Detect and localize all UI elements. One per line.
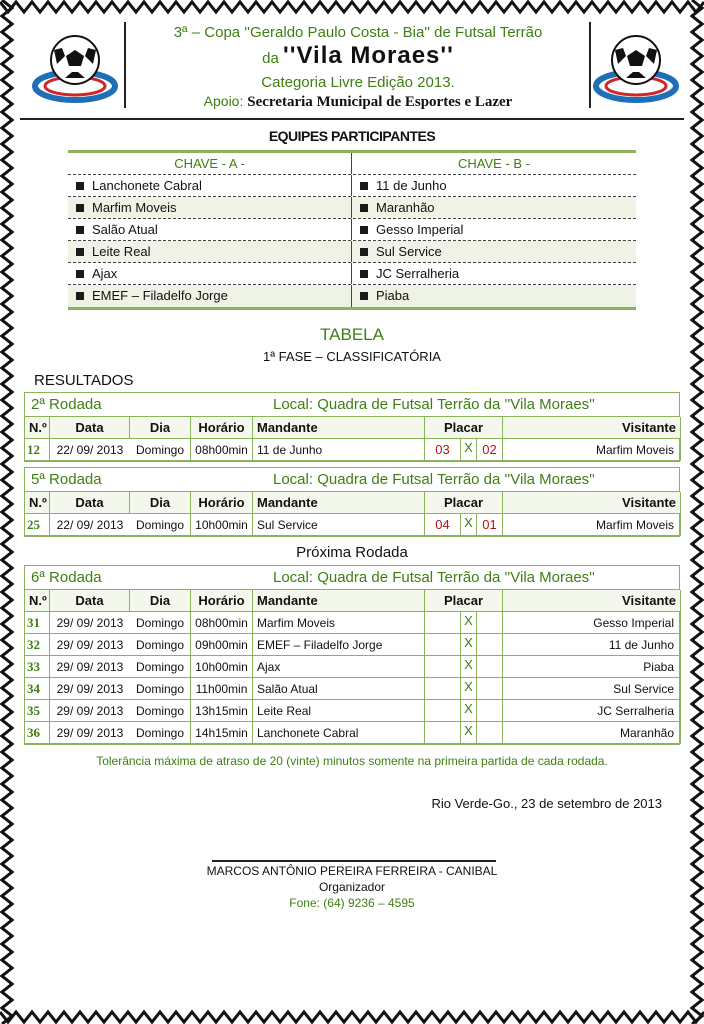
team-name: JC Serralheria <box>376 265 460 281</box>
team-name: Piaba <box>376 288 410 303</box>
col-header-day: Dia <box>130 417 191 439</box>
game-away-team: 11 de Junho <box>503 634 681 656</box>
game-home-score <box>425 700 461 722</box>
game-away-team: Piaba <box>503 656 681 678</box>
round-name: 6ª Rodada <box>31 569 102 586</box>
header-title-line1: 3ª – Copa ''Geraldo Paulo Costa - Bia'' de Futsal Terrão <box>173 24 543 41</box>
game-home-score: 04 <box>425 514 461 536</box>
group-a-team <box>68 285 352 307</box>
group-a-team <box>68 263 352 284</box>
round-header <box>25 468 679 492</box>
group-a-label: CHAVE - A - <box>68 153 352 174</box>
game-away-team: JC Serralheria <box>503 700 681 722</box>
game-vs-mark: X <box>461 678 477 700</box>
teams-row <box>68 285 636 307</box>
game-day: Domingo <box>130 678 191 700</box>
game-vs-mark: X <box>461 656 477 678</box>
game-date: 22/ 09/ 2013 <box>50 439 130 461</box>
game-home-team: 11 de Junho <box>253 439 425 461</box>
bullet-square-icon <box>360 182 368 190</box>
round-name: 5ª Rodada <box>31 471 102 488</box>
teams-table <box>68 150 636 310</box>
game-time: 10h00min <box>191 514 253 536</box>
game-home-team: Ajax <box>253 656 425 678</box>
signature-role: Organizador <box>318 880 386 894</box>
soccer-ball-logo-icon <box>32 26 118 112</box>
col-header-home: Mandante <box>253 492 425 514</box>
bullet-square-icon <box>76 226 84 234</box>
game-vs-mark: X <box>461 722 477 744</box>
game-home-score: 03 <box>425 439 461 461</box>
game-home-team: EMEF – Filadelfo Jorge <box>253 634 425 656</box>
bullet-square-icon <box>76 182 84 190</box>
game-date: 29/ 09/ 2013 <box>50 656 130 678</box>
game-home-team: Leite Real <box>253 700 425 722</box>
header-category: Categoria Livre Edição 2013. <box>261 74 455 91</box>
col-header-time: Horário <box>191 492 253 514</box>
game-home-team: Marfim Moveis <box>253 612 425 634</box>
team-name: Leite Real <box>92 243 151 259</box>
game-away-score <box>477 700 503 722</box>
teams-header-row <box>68 153 636 175</box>
bullet-square-icon <box>360 270 368 278</box>
game-date: 29/ 09/ 2013 <box>50 612 130 634</box>
game-date: 22/ 09/ 2013 <box>50 514 130 536</box>
col-header-score: Placar <box>425 417 503 439</box>
game-day: Domingo <box>130 722 191 744</box>
game-number: 36 <box>25 722 50 744</box>
bullet-square-icon <box>76 292 84 300</box>
zigzag-border-bottom <box>0 1010 704 1024</box>
game-number: 12 <box>25 439 50 461</box>
game-day: Domingo <box>130 634 191 656</box>
col-header-away: Visitante <box>503 417 681 439</box>
zigzag-border-top <box>0 0 704 14</box>
game-time: 10h00min <box>191 656 253 678</box>
game-away-score: 01 <box>477 514 503 536</box>
team-name: Sul Service <box>376 243 442 259</box>
group-a-team <box>68 197 352 218</box>
header-support-prefix: Apoio: <box>203 93 244 109</box>
col-header-day: Dia <box>130 492 191 514</box>
teams-row <box>68 219 636 241</box>
game-away-team: Gesso Imperial <box>503 612 681 634</box>
team-name: Gesso Imperial <box>376 221 464 237</box>
col-header-home: Mandante <box>253 417 425 439</box>
teams-row <box>68 197 636 219</box>
team-name: EMEF – Filadelfo Jorge <box>92 288 228 303</box>
game-day: Domingo <box>130 514 191 536</box>
game-away-team: Maranhão <box>503 722 681 744</box>
col-header-day: Dia <box>130 590 191 612</box>
header-support-org: Secretaria Municipal de Esportes e Lazer <box>247 94 513 110</box>
group-b-team <box>352 285 636 307</box>
game-number: 32 <box>25 634 50 656</box>
col-header-score: Placar <box>425 590 503 612</box>
game-time: 14h15min <box>191 722 253 744</box>
game-day: Domingo <box>130 700 191 722</box>
game-away-score <box>477 612 503 634</box>
game-number: 34 <box>25 678 50 700</box>
col-header-date: Data <box>50 590 130 612</box>
game-date: 29/ 09/ 2013 <box>50 678 130 700</box>
signature-phone: Fone: (64) 9236 – 4595 <box>289 896 415 910</box>
round-table <box>24 392 680 462</box>
game-away-score <box>477 634 503 656</box>
game-home-score <box>425 678 461 700</box>
group-b-team <box>352 219 636 240</box>
header-title-prefix: da <box>262 50 279 67</box>
col-header-date: Data <box>50 492 130 514</box>
game-time: 09h00min <box>191 634 253 656</box>
signature-name: MARCOS ANTÔNIO PEREIRA FERREIRA - CANIBAL <box>206 864 498 878</box>
results-title: RESULTADOS <box>34 372 134 389</box>
bullet-square-icon <box>360 204 368 212</box>
header-divider-right <box>589 22 591 108</box>
round-grid <box>25 590 679 744</box>
game-number: 25 <box>25 514 50 536</box>
header <box>20 14 684 114</box>
col-header-away: Visitante <box>503 590 681 612</box>
col-header-away: Visitante <box>503 492 681 514</box>
header-divider-left <box>124 22 126 108</box>
game-away-team: Sul Service <box>503 678 681 700</box>
col-header-date: Data <box>50 417 130 439</box>
game-number: 35 <box>25 700 50 722</box>
bullet-square-icon <box>360 292 368 300</box>
bullet-square-icon <box>76 204 84 212</box>
team-name: Maranhão <box>376 199 435 215</box>
header-support <box>128 93 588 111</box>
round-location: Local: Quadra de Futsal Terrão da ''Vila Moraes'' <box>273 569 595 586</box>
game-home-team: Sul Service <box>253 514 425 536</box>
round-location: Local: Quadra de Futsal Terrão da ''Vila Moraes'' <box>273 471 595 488</box>
round-grid <box>25 417 679 461</box>
header-title-line2 <box>128 42 588 70</box>
game-home-score <box>425 656 461 678</box>
col-header-time: Horário <box>191 417 253 439</box>
teams-row <box>68 263 636 285</box>
game-time: 08h00min <box>191 612 253 634</box>
game-date: 29/ 09/ 2013 <box>50 634 130 656</box>
teams-row <box>68 241 636 263</box>
game-time: 11h00min <box>191 678 253 700</box>
round-grid <box>25 492 679 536</box>
game-vs-mark: X <box>461 514 477 536</box>
game-vs-mark: X <box>461 634 477 656</box>
phase-title: 1ª FASE – CLASSIFICATÓRIA <box>263 349 441 364</box>
bullet-square-icon <box>76 270 84 278</box>
game-home-score <box>425 722 461 744</box>
round-name: 2ª Rodada <box>31 396 102 413</box>
group-b-label: CHAVE - B - <box>458 155 530 171</box>
group-b-team <box>352 241 636 262</box>
group-b-team <box>352 175 636 196</box>
group-b-team <box>352 197 636 218</box>
group-a-team <box>68 241 352 262</box>
col-header-number: N.º <box>25 590 50 612</box>
col-header-number: N.º <box>25 417 50 439</box>
round-header <box>25 566 679 590</box>
game-date: 29/ 09/ 2013 <box>50 722 130 744</box>
team-name: Ajax <box>92 265 118 281</box>
game-number: 31 <box>25 612 50 634</box>
next-round-title: Próxima Rodada <box>296 544 408 561</box>
game-day: Domingo <box>130 612 191 634</box>
game-date: 29/ 09/ 2013 <box>50 700 130 722</box>
bullet-square-icon <box>360 226 368 234</box>
game-day: Domingo <box>130 656 191 678</box>
signature-line <box>212 860 496 862</box>
header-title-main: ''Vila Moraes'' <box>283 42 454 69</box>
teams-title: EQUIPES PARTICIPANTES <box>268 128 436 144</box>
game-day: Domingo <box>130 439 191 461</box>
place-date: Rio Verde-Go., 23 de setembro de 2013 <box>431 796 662 811</box>
game-vs-mark: X <box>461 700 477 722</box>
game-number: 33 <box>25 656 50 678</box>
game-away-team: Marfim Moveis <box>503 439 681 461</box>
soccer-ball-logo-icon <box>593 26 679 112</box>
round-table <box>24 467 680 537</box>
game-away-team: Marfim Moveis <box>503 514 681 536</box>
tabela-title: TABELA <box>320 325 384 344</box>
game-time: 08h00min <box>191 439 253 461</box>
team-name: Lanchonete Cabral <box>92 177 202 193</box>
col-header-time: Horário <box>191 590 253 612</box>
game-home-team: Lanchonete Cabral <box>253 722 425 744</box>
game-vs-mark: X <box>461 439 477 461</box>
group-b-team <box>352 263 636 284</box>
team-name: 11 de Junho <box>376 177 447 193</box>
game-vs-mark: X <box>461 612 477 634</box>
team-name: Salão Atual <box>92 221 158 237</box>
team-name: Marfim Moveis <box>92 199 177 215</box>
round-header <box>25 393 679 417</box>
game-away-score: 02 <box>477 439 503 461</box>
col-header-score: Placar <box>425 492 503 514</box>
game-away-score <box>477 722 503 744</box>
tolerance-note: Tolerância máxima de atraso de 20 (vinte) minutos somente na primeira partida de cada rodada. <box>96 754 608 768</box>
game-away-score <box>477 678 503 700</box>
group-a-team <box>68 175 352 196</box>
round-table <box>24 565 680 745</box>
game-home-team: Salão Atual <box>253 678 425 700</box>
game-home-score <box>425 634 461 656</box>
col-header-number: N.º <box>25 492 50 514</box>
col-header-home: Mandante <box>253 590 425 612</box>
game-away-score <box>477 656 503 678</box>
bullet-square-icon <box>360 248 368 256</box>
teams-row <box>68 175 636 197</box>
bullet-square-icon <box>76 248 84 256</box>
group-a-team <box>68 219 352 240</box>
game-home-score <box>425 612 461 634</box>
game-time: 13h15min <box>191 700 253 722</box>
round-location: Local: Quadra de Futsal Terrão da ''Vila Moraes'' <box>273 396 595 413</box>
header-rule <box>20 118 684 120</box>
